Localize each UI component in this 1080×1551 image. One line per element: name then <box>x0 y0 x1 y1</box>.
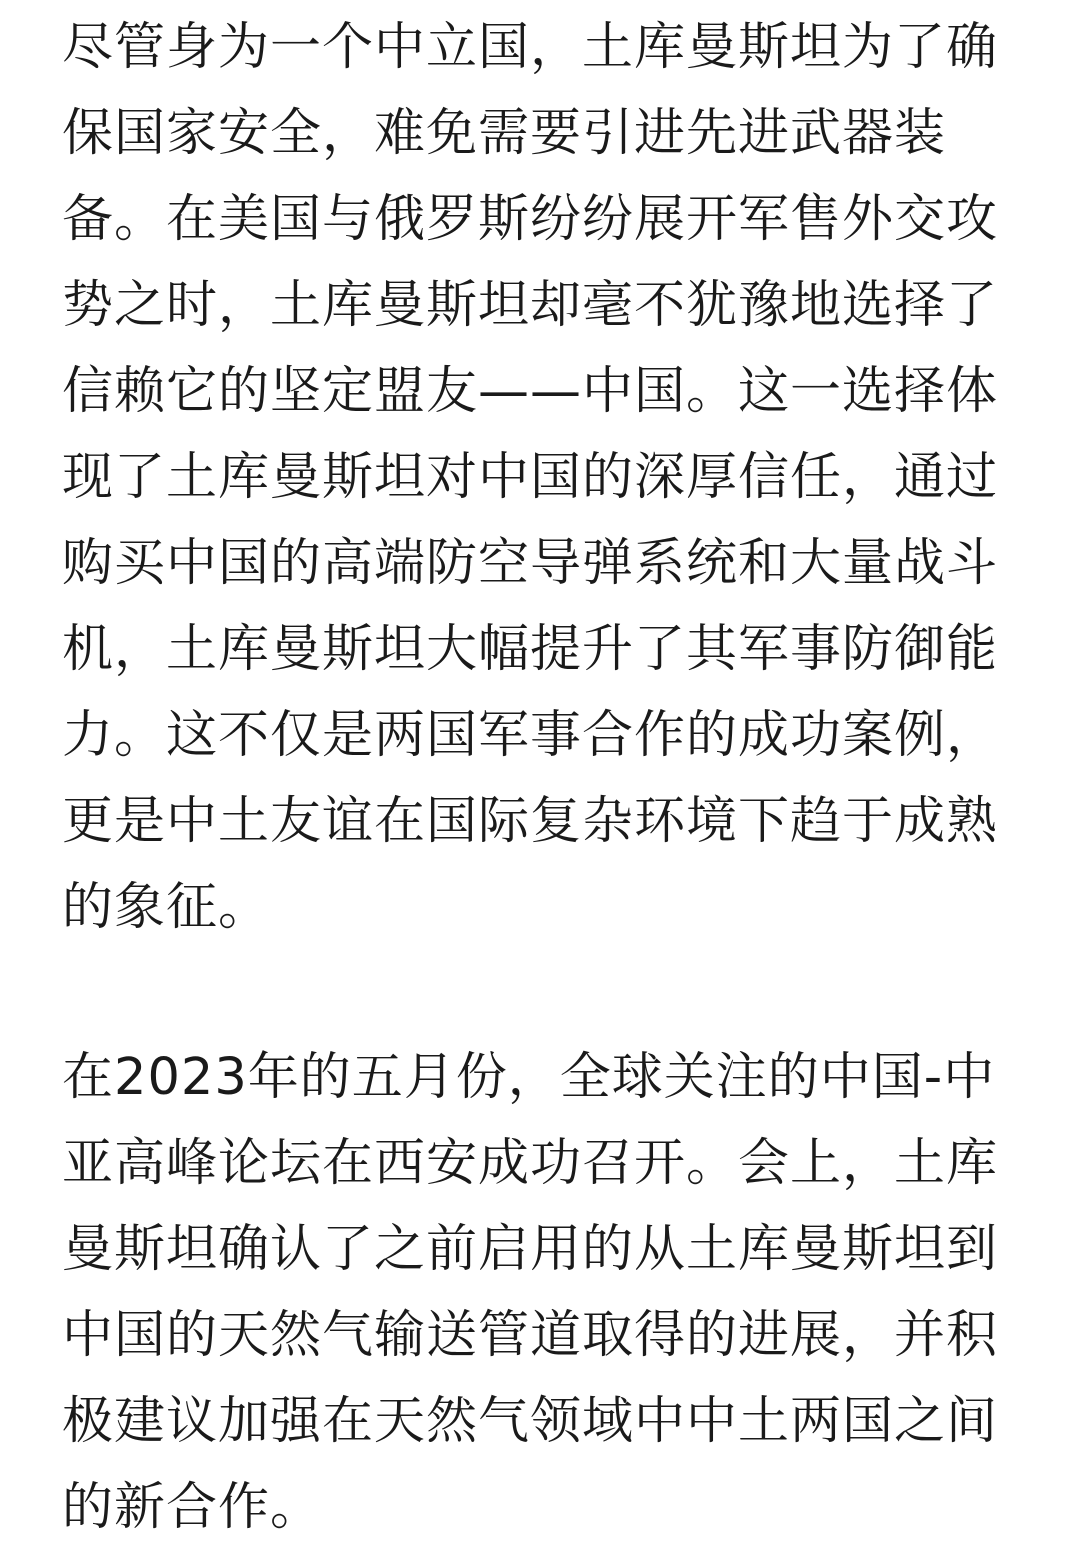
paragraph-gas-pipeline <box>62 1035 1022 1551</box>
text-line: 信赖它的坚定盟友——中国。这一选择体 <box>62 362 999 421</box>
text-line: 曼斯坦确认了之前启用的从土库曼斯坦到 <box>62 1220 999 1279</box>
text-line: 购买中国的高端防空导弹系统和大量战斗 <box>62 534 999 593</box>
text-line: 亚高峰论坛在西安成功召开。会上，土库 <box>62 1134 999 1193</box>
text-line: 力。这不仅是两国军事合作的成功案例， <box>62 706 999 765</box>
paragraph-military-cooperation <box>62 5 1022 951</box>
text-line: 更是中土友谊在国际复杂环境下趋于成熟 <box>62 792 999 851</box>
text-line: 机，土库曼斯坦大幅提升了其军事防御能 <box>62 620 999 679</box>
text-line: 的象征。 <box>62 878 271 937</box>
text-line: 现了土库曼斯坦对中国的深厚信任，通过 <box>62 448 999 507</box>
article-body <box>62 0 1022 1551</box>
text-line: 备。在美国与俄罗斯纷纷展开军售外交攻 <box>62 190 999 249</box>
text-line: 极建议加强在天然气领域中中土两国之间 <box>62 1392 999 1451</box>
text-line: 保国家安全，难免需要引进先进武器装 <box>62 104 947 163</box>
text-line: 的新合作。 <box>62 1478 323 1537</box>
text-line: 中国的天然气输送管道取得的进展，并积 <box>62 1306 999 1365</box>
text-line: 在2023年的五月份，全球关注的中国-中 <box>62 1048 996 1107</box>
text-line: 势之时，土库曼斯坦却毫不犹豫地选择了 <box>62 276 999 335</box>
text-line: 尽管身为一个中立国，土库曼斯坦为了确 <box>62 18 999 77</box>
